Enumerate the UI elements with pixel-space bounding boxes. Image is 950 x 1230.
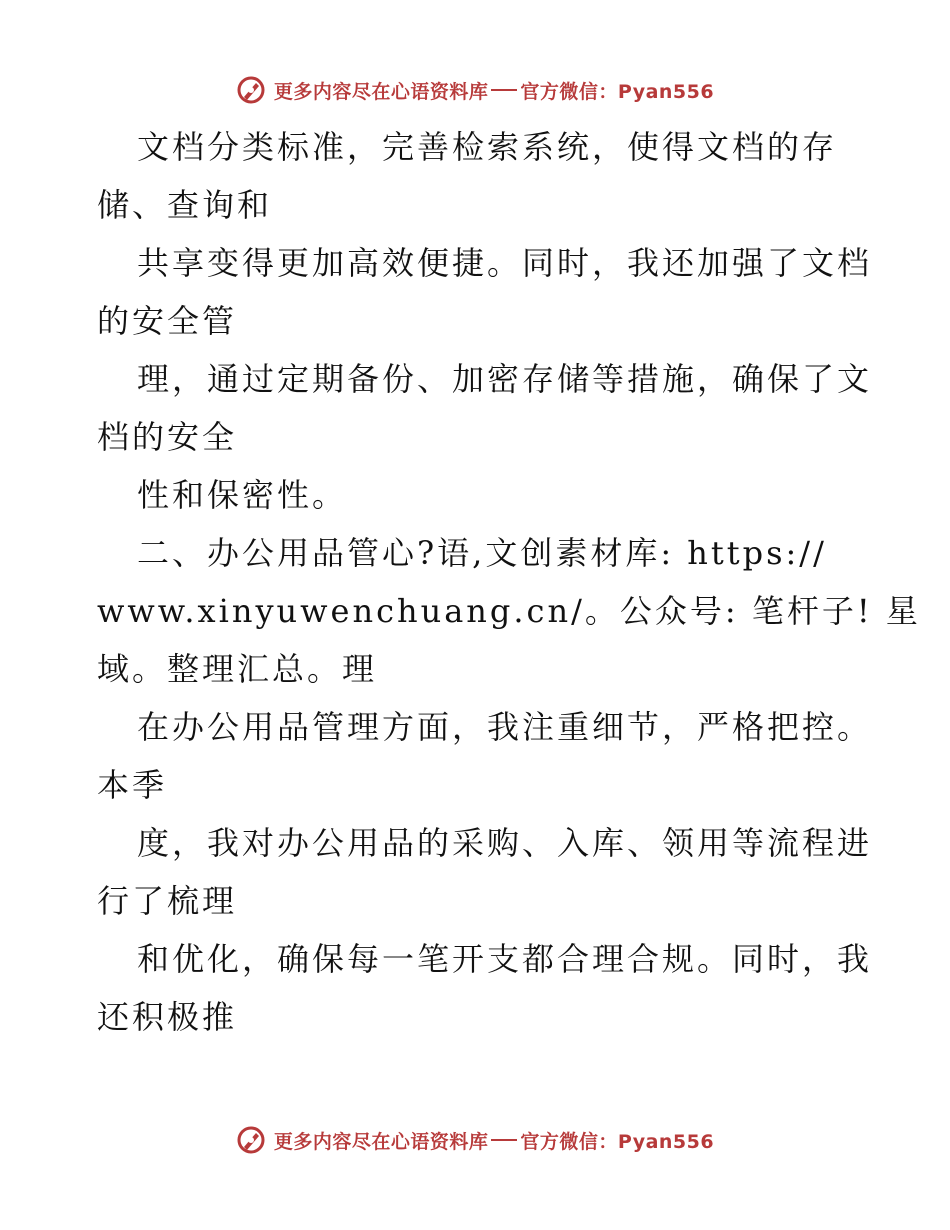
footer-banner-wechat: 官方微信：Pyan556 <box>520 1130 715 1153</box>
body-line: www.xinyuwenchuang.cn/。公众号: 笔杆子! 星 <box>97 592 921 630</box>
body-line: 理，通过定期备份、加密存储等措施，确保了文 <box>137 360 873 398</box>
footer-banner-dash <box>491 1139 517 1141</box>
header-banner-title: 更多内容尽在心语资料库 <box>273 80 489 103</box>
body-line: 的安全管 <box>97 302 238 340</box>
pen-logo-icon <box>236 75 266 105</box>
footer-banner <box>0 1120 950 1160</box>
body-line: 在办公用品管理方面，我注重细节，严格把控。 <box>137 708 873 746</box>
body-line: 储、查询和 <box>97 186 273 224</box>
body-line: 共享变得更加高效便捷。同时，我还加强了文档 <box>137 244 873 282</box>
header-banner <box>0 70 950 110</box>
body-line: 性和保密性。 <box>137 476 348 514</box>
body-line: 本季 <box>97 766 168 804</box>
body-line: 和优化，确保每一笔开支都合理合规。同时，我 <box>137 940 873 978</box>
body-line: 还积极推 <box>97 998 238 1036</box>
body-line: 行了梳理 <box>97 882 238 920</box>
footer-banner-title: 更多内容尽在心语资料库 <box>273 1130 489 1153</box>
body-line: 档的安全 <box>97 418 238 456</box>
header-banner-wechat: 官方微信：Pyan556 <box>520 80 715 103</box>
document-body <box>97 118 921 1046</box>
header-banner-dash <box>491 89 517 91</box>
body-line: 度，我对办公用品的采购、入库、领用等流程进 <box>137 824 873 862</box>
body-line: 二、办公用品管心?语,文创素材库: https:// <box>137 534 827 572</box>
body-line: 域。整理汇总。理 <box>97 650 378 688</box>
pen-logo-icon <box>236 1125 266 1155</box>
body-line: 文档分类标准，完善检索系统，使得文档的存 <box>137 128 838 166</box>
